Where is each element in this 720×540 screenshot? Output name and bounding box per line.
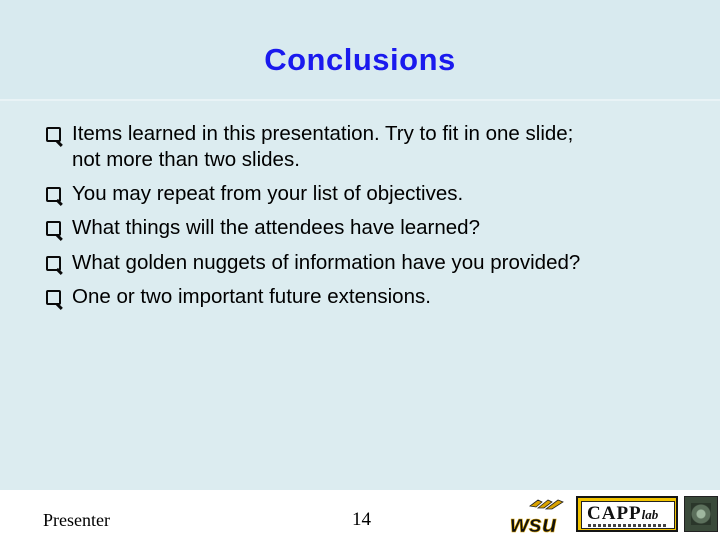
capp-lab-logo-panel bbox=[581, 501, 675, 529]
capp-lab-logo bbox=[576, 496, 678, 532]
capp-logo-main: CAPP bbox=[587, 503, 642, 524]
title-divider bbox=[0, 99, 720, 101]
checkbox-bullet-icon bbox=[46, 290, 61, 305]
bullet-item bbox=[46, 177, 696, 212]
checkbox-bullet-icon bbox=[46, 221, 61, 236]
capp-logo-text bbox=[587, 503, 658, 525]
capp-logo-subtitle bbox=[588, 524, 668, 527]
presenter-label: Presenter bbox=[43, 510, 110, 530]
slide-title: Conclusions bbox=[264, 42, 456, 77]
wsu-logo-icon bbox=[508, 496, 572, 536]
bullet-text-continuation: not more than two slides. bbox=[72, 147, 300, 171]
title-band bbox=[0, 0, 720, 99]
checkbox-bullet-icon bbox=[46, 127, 61, 142]
bullet-text: You may repeat from your list of objectives. bbox=[72, 181, 464, 205]
bullet-text: One or two important future extensions. bbox=[72, 285, 431, 308]
checkbox-bullet-icon bbox=[46, 187, 61, 202]
bullet-item bbox=[46, 246, 696, 281]
page-number: 14 bbox=[352, 509, 371, 530]
bullet-item bbox=[46, 211, 696, 246]
bullet-list bbox=[46, 117, 696, 315]
bullet-text: What golden nuggets of information have you provided? bbox=[72, 250, 581, 274]
bullet-item bbox=[46, 280, 696, 315]
bullet-text: Items learned in this presentation. Try to fit in one slide; bbox=[72, 122, 574, 145]
svg-text:wsu: wsu bbox=[510, 511, 557, 536]
capp-logo-suffix: lab bbox=[641, 507, 659, 522]
bullet-text: What things will the attendees have learned? bbox=[72, 216, 480, 239]
bullet-item bbox=[46, 117, 696, 173]
chip-logo-icon bbox=[684, 496, 718, 532]
checkbox-bullet-icon bbox=[46, 256, 61, 271]
footer bbox=[0, 490, 720, 540]
